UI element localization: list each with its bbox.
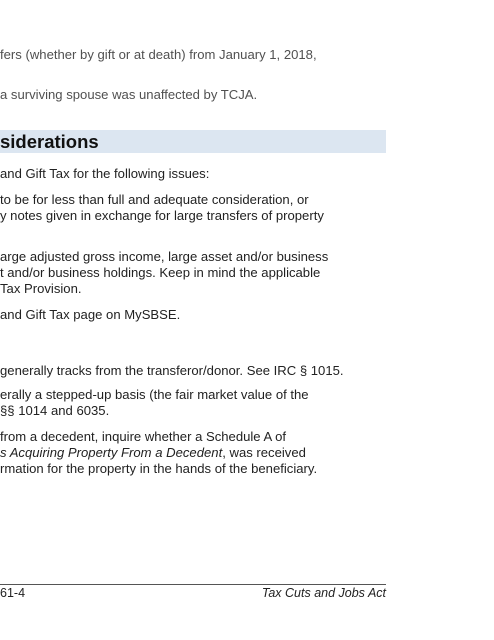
list-item-line-rest: , was received — [222, 445, 306, 460]
footer-page-number: 61-4 — [0, 586, 26, 600]
section-heading: siderations — [0, 131, 99, 152]
list-item-line: erally a stepped-up basis (the fair market value of the — [0, 387, 309, 402]
list-item-line: rmation for the property in the hands of the beneficiary. — [0, 461, 318, 476]
paragraph-line: a surviving spouse was unaffected by TCJA. — [0, 87, 258, 102]
list-item-line: to be for less than full and adequate consideration, or — [0, 192, 309, 207]
form-title-italic: s Acquiring Property From a Decedent — [0, 445, 223, 460]
list-item-line: from a decedent, inquire whether a Schedule A of — [0, 429, 287, 444]
list-item-line: generally tracks from the transferor/donor. See IRC § 1015. — [0, 363, 344, 378]
footer-rule — [0, 584, 386, 585]
list-item-line: arge adjusted gross income, large asset and/or business — [0, 249, 329, 264]
list-item-line — [0, 445, 306, 461]
list-item-line: Tax Provision. — [0, 281, 82, 296]
list-item-line: and Gift Tax page on MySBSE. — [0, 307, 181, 322]
list-item-line: §§ 1014 and 6035. — [0, 403, 110, 418]
list-item-line: y notes given in exchange for large transfers of property — [0, 208, 324, 223]
paragraph-line: fers (whether by gift or at death) from January 1, 2018, — [0, 47, 317, 62]
footer-title: Tax Cuts and Jobs Act — [261, 586, 386, 600]
paragraph-line: and Gift Tax for the following issues: — [0, 166, 210, 181]
list-item-line: t and/or business holdings. Keep in mind the applicable — [0, 265, 321, 280]
